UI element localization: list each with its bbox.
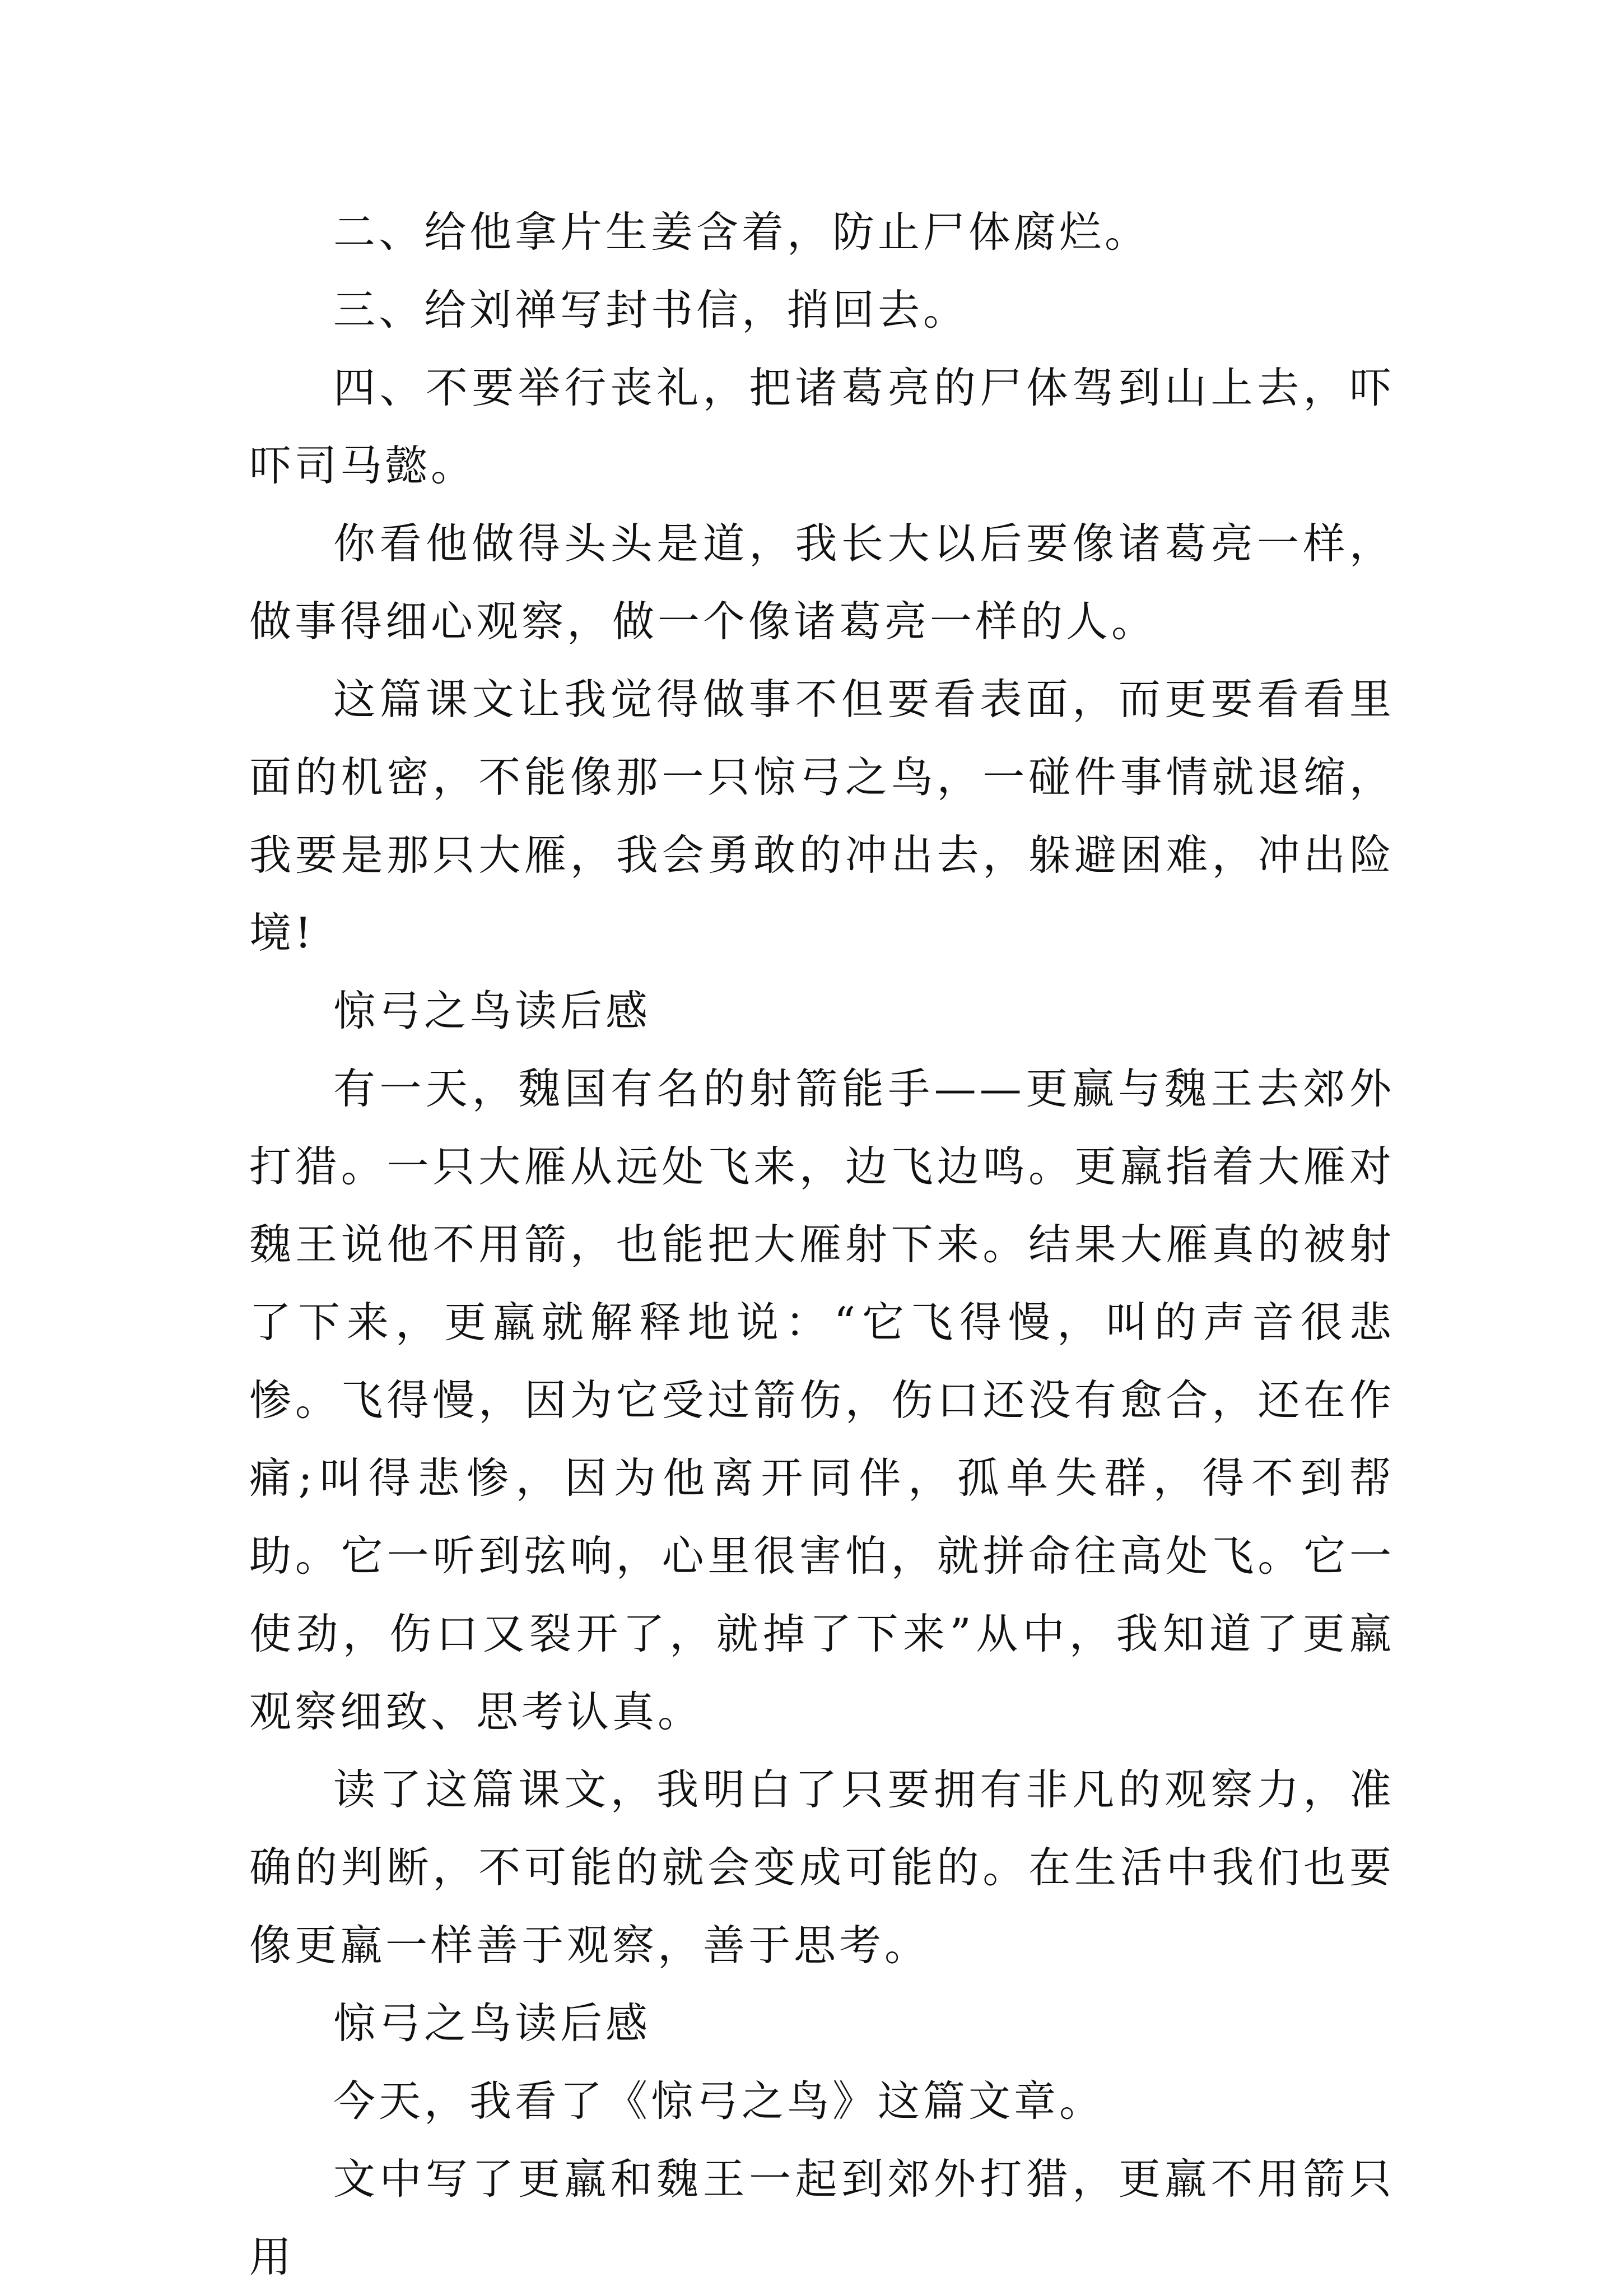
section-heading: 惊弓之鸟读后感: [333, 986, 651, 1035]
paragraph: 这篇课文让我觉得做事不但要看表面，而更要看看里面的机密，不能像那一只惊弓之鸟，一碰件事情就退缩，我要是那只大雁，我会勇敢的冲出去，躲避困难，冲出险境!: [249, 675, 1395, 958]
paragraph: 二、给他拿片生姜含着，防止尸体腐烂。: [333, 207, 1150, 257]
paragraph: 三、给刘禅写封书信，捎回去。: [333, 285, 969, 334]
paragraph: 文中写了更羸和魏王一起到郊外打猎，更羸不用箭只用: [249, 2154, 1395, 2281]
paragraph: 读了这篇课文，我明白了只要拥有非凡的观察力，准确的判断，不可能的就会变成可能的。在生活中我们也要像更羸一样善于观察，善于思考。: [249, 1765, 1395, 1970]
document-body: [249, 193, 1395, 2296]
paragraph: 四、不要举行丧礼，把诸葛亮的尸体驾到山上去，吓吓司马懿。: [249, 363, 1395, 490]
paragraph: 有一天，魏国有名的射箭能手——更赢与魏王去郊外打猎。一只大雁从远处飞来，边飞边鸣。更羸指着大雁对魏王说他不用箭，也能把大雁射下来。结果大雁真的被射了下来，更羸就解释地说：“它飞得慢，叫的声音很悲惨。飞得慢，因为它受过箭伤，伤口还没有愈合，还在作痛;叫得悲惨，因为他离开同伴，孤单失群，得不到帮助。它一听到弦响，心里很害怕，就拼命往高处飞。它一使劲，伤口又裂开了，就掉了下来”从中，我知道了更羸观察细致、思考认真。: [249, 1064, 1395, 1736]
section-heading: 惊弓之鸟读后感: [333, 1998, 651, 2048]
paragraph: 你看他做得头头是道，我长大以后要像诸葛亮一样，做事得细心观察，做一个像诸葛亮一样的人。: [249, 519, 1395, 646]
paragraph: 今天，我看了《惊弓之鸟》这篇文章。: [333, 2076, 1105, 2126]
